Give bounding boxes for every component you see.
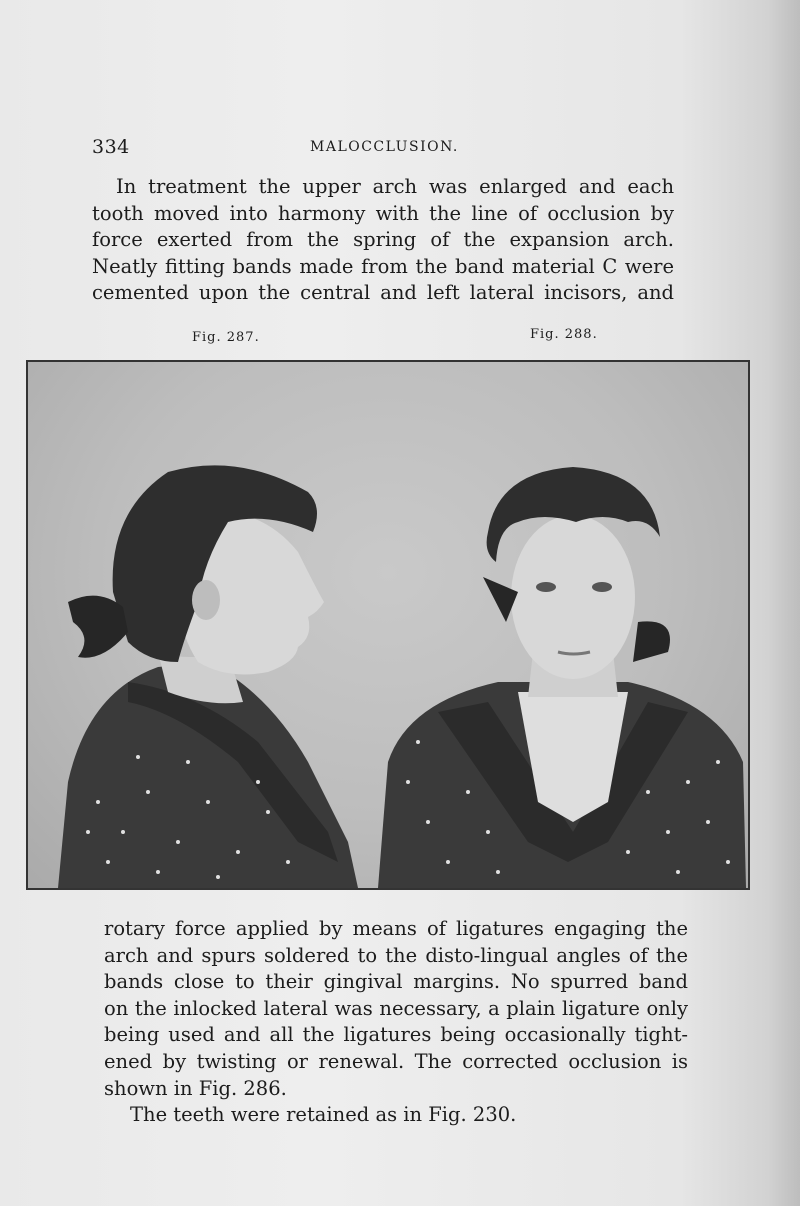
text-line: In treatment the upper arch was enlarged and each <box>116 175 674 198</box>
page-header <box>92 136 672 160</box>
text-line: Neatly fitting bands made from the band material C were <box>92 254 674 278</box>
paragraph-bottom <box>104 916 688 1129</box>
closing-line: The teeth were retained as in Fig. 230. <box>130 1103 517 1127</box>
text-line: on the inlocked lateral was necessary, a plain ligature only <box>104 996 688 1020</box>
page-number: 334 <box>92 136 130 158</box>
profile-portrait <box>58 465 358 888</box>
text-line: being used and all the ligatures being occasionally tight- <box>104 1023 688 1047</box>
figure-photograph <box>26 360 750 890</box>
text-line: tooth moved into harmony with the line of occlusion by <box>92 201 674 225</box>
text-line: ened by twisting or renewal. The corrected occlusion is <box>104 1049 688 1073</box>
text-line: rotary force applied by means of ligatures engaging the <box>104 917 688 940</box>
figure-label-287: Fig. 287. <box>192 330 260 345</box>
running-title: MALOCCLUSION. <box>310 139 459 155</box>
paragraph-top <box>92 174 674 307</box>
text-line: shown in Fig. 286. <box>104 1076 287 1100</box>
text-line: cemented upon the central and left lateral incisors, and <box>92 281 674 305</box>
text-line: bands close to their gingival margins. No spurred band <box>104 970 688 994</box>
text-line: force exerted from the spring of the expansion arch. <box>92 228 674 252</box>
figure-label-288: Fig. 288. <box>530 327 598 342</box>
frontal-portrait <box>378 467 746 888</box>
portrait-illustration <box>28 362 748 888</box>
text-line: arch and spurs soldered to the disto-lingual angles of the <box>104 943 688 967</box>
